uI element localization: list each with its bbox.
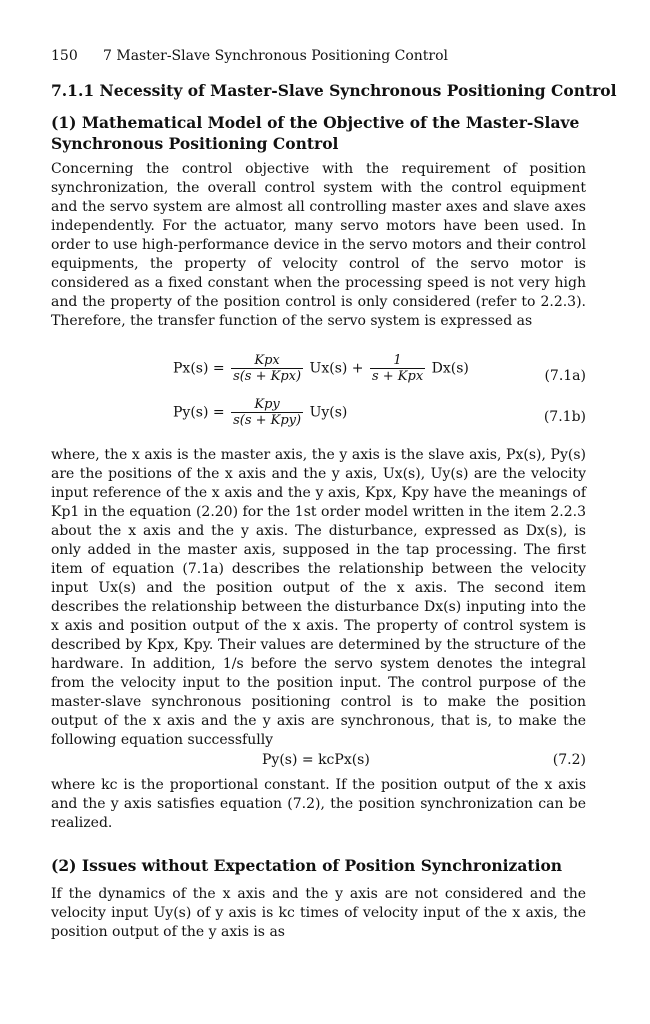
- running-header: [51, 48, 448, 64]
- equation-7-1b: [173, 397, 347, 428]
- eq1b-label: (7.1b): [543, 409, 586, 425]
- eq2-text: Py(s) = kcPx(s): [262, 752, 370, 768]
- eq1a-frac2-num: 1: [393, 353, 402, 368]
- eq1a-frac2: [370, 353, 425, 384]
- eq1a-tail: Dx(s): [431, 360, 469, 377]
- paragraph-4: If the dynamics of the x axis and the y axis are not considered and the velocity input Uy(s) of y axis is kc times of velocity input of the x axis, the position output of the y axis is as: [51, 886, 586, 940]
- eq1b-lhs: Py(s) =: [173, 404, 225, 421]
- subsection-title-1: (1) Mathematical Model of the Objective of the Master-Slave Synchronous Positioning Control: [51, 113, 580, 153]
- running-title: 7 Master-Slave Synchronous Positioning Control: [103, 48, 448, 64]
- subsection-title-2: (2) Issues without Expectation of Position Synchronization: [51, 856, 563, 875]
- paragraph-2: where, the x axis is the master axis, the y axis is the slave axis, Px(s), Py(s) are the positions of the x axis and the y axis, Ux(s), Uy(s) are the velocity input reference of the x axis and the y axis, Kpx, Kpy have the meanings of Kp1 in the equation (2.20) for the 1st order model written in the item 2.2.3 about the x axis and the y axis. The disturbance, expressed as Dx(s), is only added in the master axis, supposed in the tap processing. The first item of equation (7.1a) describes the relationship between the velocity input Ux(s) and the position output of the x axis. The second item describes the relationship between the disturbance Dx(s) inputing into the x axis and position output of the x axis. The property of control system is described by Kpx, Kpy. Their values are determined by the structure of the hardware. In addition, 1/s before the servo system denotes the integral from the velocity input to the position input. The control purpose of the master-slave synchronous positioning control is to make the position output of the x axis and the y axis are synchronous, that is, to make the following equation successfully: [51, 447, 586, 748]
- equation-7-1a: [173, 353, 469, 384]
- eq1b-frac: [231, 397, 303, 428]
- eq2-label: (7.2): [552, 752, 586, 768]
- page-number: 150: [51, 48, 78, 64]
- eq1a-frac1-num: Kpx: [254, 353, 280, 368]
- eq1a-lhs: Px(s) =: [173, 360, 225, 377]
- eq1b-frac-num: Kpy: [254, 397, 280, 412]
- paragraph-1: Concerning the control objective with the requirement of position synchronization, the overall control system with the control equipment and the servo system are almost all controlling master axes and slave axes independently. For the actuator, many servo motors have been used. In order to use high-performance device in the servo motors and their control equipments, the property of velocity control of the servo motor is considered as a fixed constant when the processing speed is not very high and the property of the position control is only considered (refer to 2.2.3). Therefore, the transfer function of the servo system is expressed as: [51, 161, 587, 329]
- eq1b-frac-den: s(s + Kpy): [233, 413, 302, 428]
- equation-7-2: [262, 752, 370, 768]
- paragraph-3: where kc is the proportional constant. If the position output of the x axis and the y axis satisfies equation (7.2), the position synchronization can be realized.: [51, 777, 586, 831]
- eq1a-frac1-den: s(s + Kpx): [233, 369, 302, 384]
- eq1a-frac2-den: s + Kpx: [371, 369, 424, 384]
- eq1a-frac1: [231, 353, 303, 384]
- eq1a-label: (7.1a): [544, 368, 586, 384]
- eq1a-mid: Ux(s) +: [309, 360, 364, 377]
- section-title: 7.1.1 Necessity of Master-Slave Synchronous Positioning Control: [51, 81, 617, 100]
- eq1b-tail: Uy(s): [309, 404, 348, 421]
